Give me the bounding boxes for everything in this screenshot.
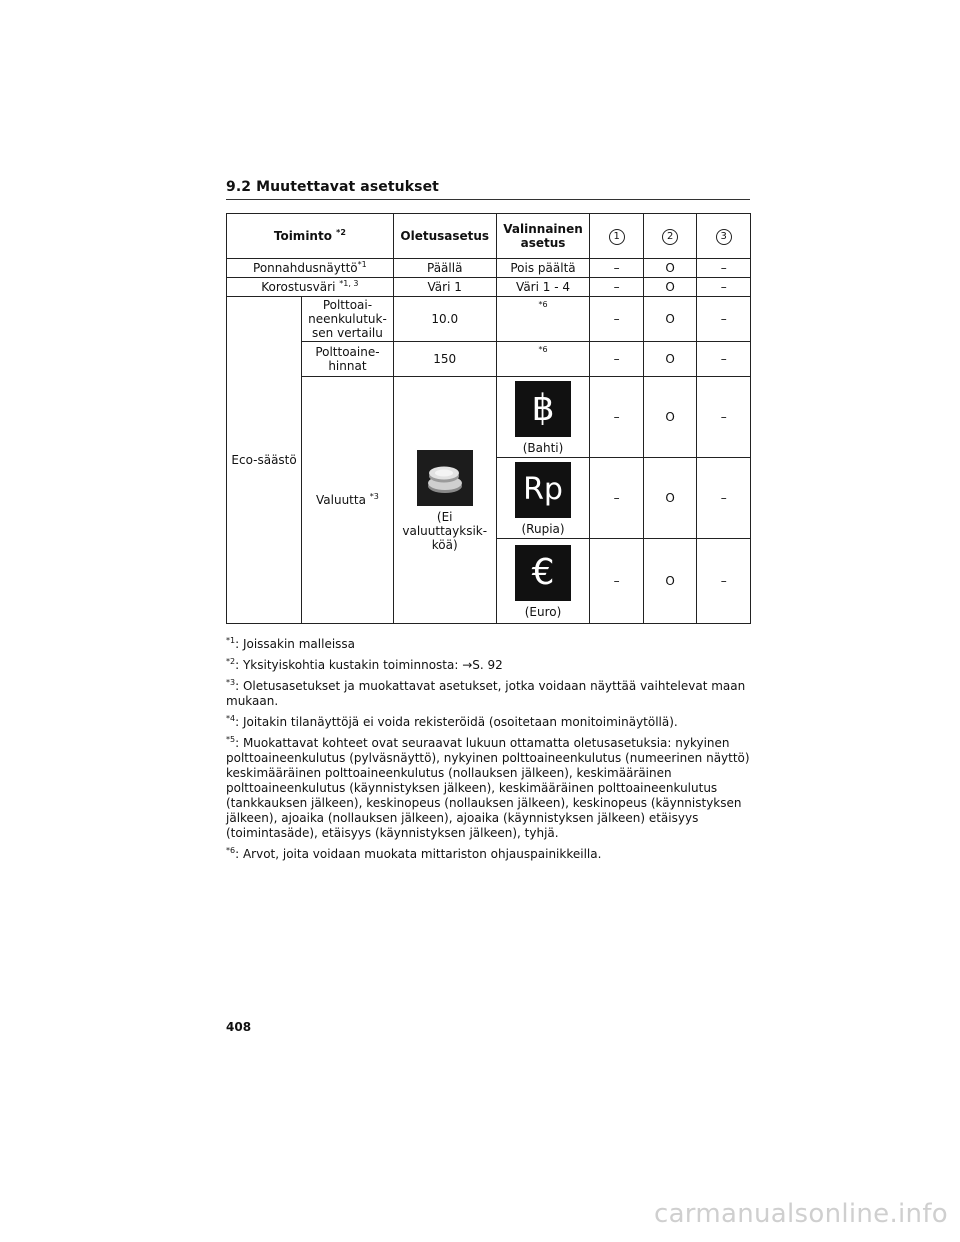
title-divider: [226, 199, 750, 200]
circle-3-icon: 3: [716, 229, 732, 245]
rupiah-icon: Rp: [515, 462, 571, 518]
row-popup-default: Päällä: [393, 259, 496, 278]
header-function: Toiminto $^{*2}$: [227, 214, 394, 259]
table-row: [227, 342, 751, 377]
fuel-price-c3: –: [697, 342, 751, 377]
circle-1-icon: 1: [609, 229, 625, 245]
currency-euro: [496, 539, 590, 624]
rupiah-label: (Rupia): [521, 522, 565, 536]
header-default: Oletusasetus: [393, 214, 496, 259]
fuel-compare-default: 10.0: [393, 297, 496, 342]
rupiah-c2: O: [643, 458, 697, 539]
baht-icon: ฿: [515, 381, 571, 437]
row-accent-label: Korostusväri $^{*1, 3}$: [227, 278, 394, 297]
table-header-row: [227, 214, 751, 259]
baht-c2: O: [643, 377, 697, 458]
fuel-price-label: Polttoaine-hinnat: [302, 342, 394, 377]
fuel-compare-label: Polttoai-neenkulutuk-sen vertailu: [302, 297, 394, 342]
baht-c3: –: [697, 377, 751, 458]
fuel-price-default: 150: [393, 342, 496, 377]
euro-label: (Euro): [524, 605, 562, 619]
currency-default-label: (Ei valuuttayksik-köä): [402, 510, 488, 552]
row-accent-c2: O: [643, 278, 697, 297]
row-popup-c1: –: [590, 259, 644, 278]
currency-default: [393, 377, 496, 624]
header-optional: Valinnainen asetus: [496, 214, 590, 259]
footnote-3: $^{*3}$: Oletusasetukset ja muokattavat asetukset, jotka voidaan näyttää vaihtelevat maan mukaan.: [226, 678, 746, 708]
rupiah-c1: –: [590, 458, 644, 539]
table-row: [227, 297, 751, 342]
fuel-compare-optional: *6: [496, 297, 590, 342]
header-col-3: [697, 214, 751, 259]
row-popup-c2: O: [643, 259, 697, 278]
currency-rupiah: [496, 458, 590, 539]
footnote-2: $^{*2}$: Yksityiskohtia kustakin toiminnosta: →S. 92: [226, 657, 503, 672]
euro-c2: O: [643, 539, 697, 624]
footnote-6: $^{*6}$: Arvot, joita voidaan muokata mittariston ohjauspainikkeilla.: [226, 846, 602, 861]
page-number: 408: [226, 1020, 252, 1034]
settings-table: [226, 213, 751, 624]
section-title: 9.2 Muutettavat asetukset: [226, 179, 439, 195]
circle-2-icon: 2: [662, 229, 678, 245]
row-accent-c1: –: [590, 278, 644, 297]
footnote-5: $^{*5}$: Muokattavat kohteet ovat seuraavat lukuun ottamatta oletusasetuksia: nykyinen polttoaineenkulutus (pylväsnäyttö), nykyinen polttoaineenkulutus (numeerinen näyttö) keskimääräinen polttoaineenkulutus (nollauksen jälkeen), keskimääräinen polttoaineenkulutus (käynnistyksen jälkeen), keskimääräinen polttoaineenkulutus (tankkauksen jälkeen), keskinopeus (nollauksen jälkeen), keskinopeus (käynnistyksen jälkeen), ajoaika (nollauksen jälkeen), ajoaika (käynnistyksen jälkeen) etäisyys (toimintasäde), etäisyys (käynnistyksen jälkeen), tyhjä.: [226, 735, 750, 840]
currency-label: Valuutta $^{*3}$: [302, 377, 394, 624]
watermark: carmanualsonline.info: [653, 1199, 948, 1229]
row-accent-optional: Väri 1 - 4: [496, 278, 590, 297]
footnote-4: $^{*4}$: Joitakin tilanäyttöjä ei voida rekisteröidä (osoitetaan monitoiminäytöllä).: [226, 714, 678, 729]
rupiah-c3: –: [697, 458, 751, 539]
euro-c1: –: [590, 539, 644, 624]
table-row: [227, 377, 751, 458]
baht-c1: –: [590, 377, 644, 458]
fuel-compare-c1: –: [590, 297, 644, 342]
row-popup-c3: –: [697, 259, 751, 278]
baht-label: (Bahti): [522, 441, 564, 455]
footnotes: [226, 637, 752, 868]
header-col-2: [643, 214, 697, 259]
table-row: [227, 259, 751, 278]
coins-icon: [417, 450, 473, 506]
row-accent-c3: –: [697, 278, 751, 297]
currency-baht: [496, 377, 590, 458]
row-popup-label: Ponnahdusnäyttö$^{*1}$: [227, 259, 394, 278]
euro-c3: –: [697, 539, 751, 624]
fuel-price-optional: *6: [496, 342, 590, 377]
table-row: [227, 278, 751, 297]
fuel-price-c2: O: [643, 342, 697, 377]
fuel-price-c1: –: [590, 342, 644, 377]
euro-icon: €: [515, 545, 571, 601]
row-popup-optional: Pois päältä: [496, 259, 590, 278]
eco-label: Eco-säästö: [227, 297, 302, 624]
fuel-compare-c2: O: [643, 297, 697, 342]
header-col-1: [590, 214, 644, 259]
fuel-compare-c3: –: [697, 297, 751, 342]
footnote-1: $^{*1}$: Joissakin malleissa: [226, 636, 356, 651]
row-accent-default: Väri 1: [393, 278, 496, 297]
